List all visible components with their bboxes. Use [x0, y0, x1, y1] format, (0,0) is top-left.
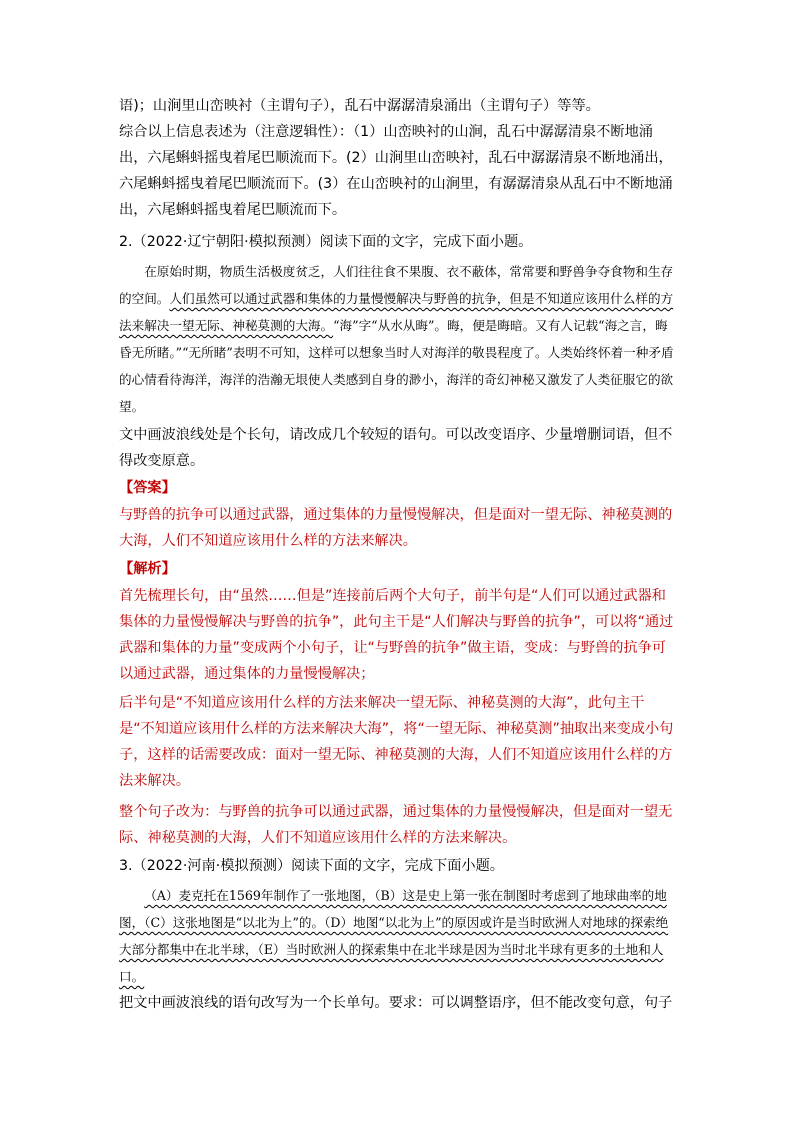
analysis-para-2: 后半句是“不知道应该用什么样的方法来解决一望无际、神秘莫测的大海”，此句主干是“不知道应该用什么样的方法来解决大海”，将“一望无际、神秘莫测”抽取出来变成小句子，这样的话需要改成：面对一望无际、神秘莫测的大海，人们不知道应该用什么样的方法来解决。 — [119, 695, 674, 789]
analysis-label: 【解析】 — [119, 561, 176, 577]
prev-summary — [119, 119, 675, 223]
q3-passage-wavy: （A）麦克托在1569年制作了一张地图，（B）这是史上第一张在制图时考虑到了地球曲率的地图，（C）这张地图是“以北为上”的。（D）地图“以北为上”的原因或许是当时欧洲人对地球的探索绝大部分都集中在北半球，（E）当时欧洲人的探索集中在北半球是因为当时北半球有更多的土地和人口。 — [119, 888, 669, 984]
q2-passage-wavy: 人们虽然可以通过武器和集体的力量慢慢解决与野兽的抗争，但是不知道应该用什么样的方法来解决一望无际、神秘莫测的大海。 — [119, 291, 674, 333]
q2-title: 2.（2022·辽宁朝阳·模拟预测）阅读下面的文字，完成下面小题。 — [119, 234, 533, 250]
q2-passage — [119, 258, 675, 420]
q2-question: 文中画波浪线处是个长句，请改成几个较短的语句。可以改变语序、少量增删词语，但不得改变原意。 — [119, 427, 673, 469]
q3-passage — [119, 882, 675, 990]
analysis-para-1: 首先梳理长句，由“虽然……但是”连接前后两个大句子，前半句是“人们可以通过武器和集体的力量慢慢解决与野兽的抗争”，此句主干是“人们解决与野兽的抗争”，可以将“通过武器和集体的力量”变成两个小句子，让“与野兽的抗争”做主语，变成：与野兽的抗争可以通过武器，通过集体的力量慢慢解决； — [119, 588, 674, 682]
q3-question: 把文中画波浪线的语句改写为一个长单句。要求：可以调整语序，但不能改变句意，句子 — [119, 995, 673, 1011]
answer-text: 与野兽的抗争可以通过武器，通过集体的力量慢慢解决，但是面对一望无际、神秘莫测的大海，人们不知道应该用什么样的方法来解决。 — [119, 507, 673, 549]
q2-passage-post: “海”字“从水从晦”。晦，便是晦暗。又有人记载“海之言，晦昏无所睹。”“无所睹”表明不可知，这样可以想象当时人对海洋的敬畏程度了。人类始终怀着一种矛盾的心情看待海洋，海洋的浩瀚无垠使人类感到自身的渺小，海洋的奇幻神秘又激发了人类征服它的欲望。 — [119, 318, 674, 414]
summary-label: 综合以上信息表述为（注意逻辑性）： — [119, 124, 354, 140]
summary-body: （1）山峦映衬的山涧，乱石中潺潺清泉不断地涌出，六尾蝌蚪摇曳着尾巴顺流而下。(2）山涧里山峦映衬，乱石中潺潺清泉不断地涌出，六尾蝌蚪摇曳着尾巴顺流而下。(3）在山峦映衬的山涧里，有潺潺清泉从乱石中不断地涌出，六尾蝌蚪摇曳着尾巴顺流而下。 — [119, 124, 673, 218]
q2-passage-pre: 在原始时期，物质生活极度贫乏，人们往往食不果腹、衣不蔽体，常常要和野兽争夺食物和生存的空间。 — [119, 264, 674, 306]
prev-answer-line: 语)；山涧里山峦映衬（主谓句子），乱石中潺潺清泉涌出（主谓句子）等等。 — [119, 98, 600, 114]
answer-label: 【答案】 — [119, 480, 176, 496]
analysis-para-3: 整个句子改为：与野兽的抗争可以通过武器，通过集体的力量慢慢解决，但是面对一望无际、神秘莫测的大海，人们不知道应该用什么样的方法来解决。 — [119, 804, 673, 846]
q3-title: 3.（2022·河南·模拟预测）阅读下面的文字，完成下面小题。 — [119, 858, 504, 874]
